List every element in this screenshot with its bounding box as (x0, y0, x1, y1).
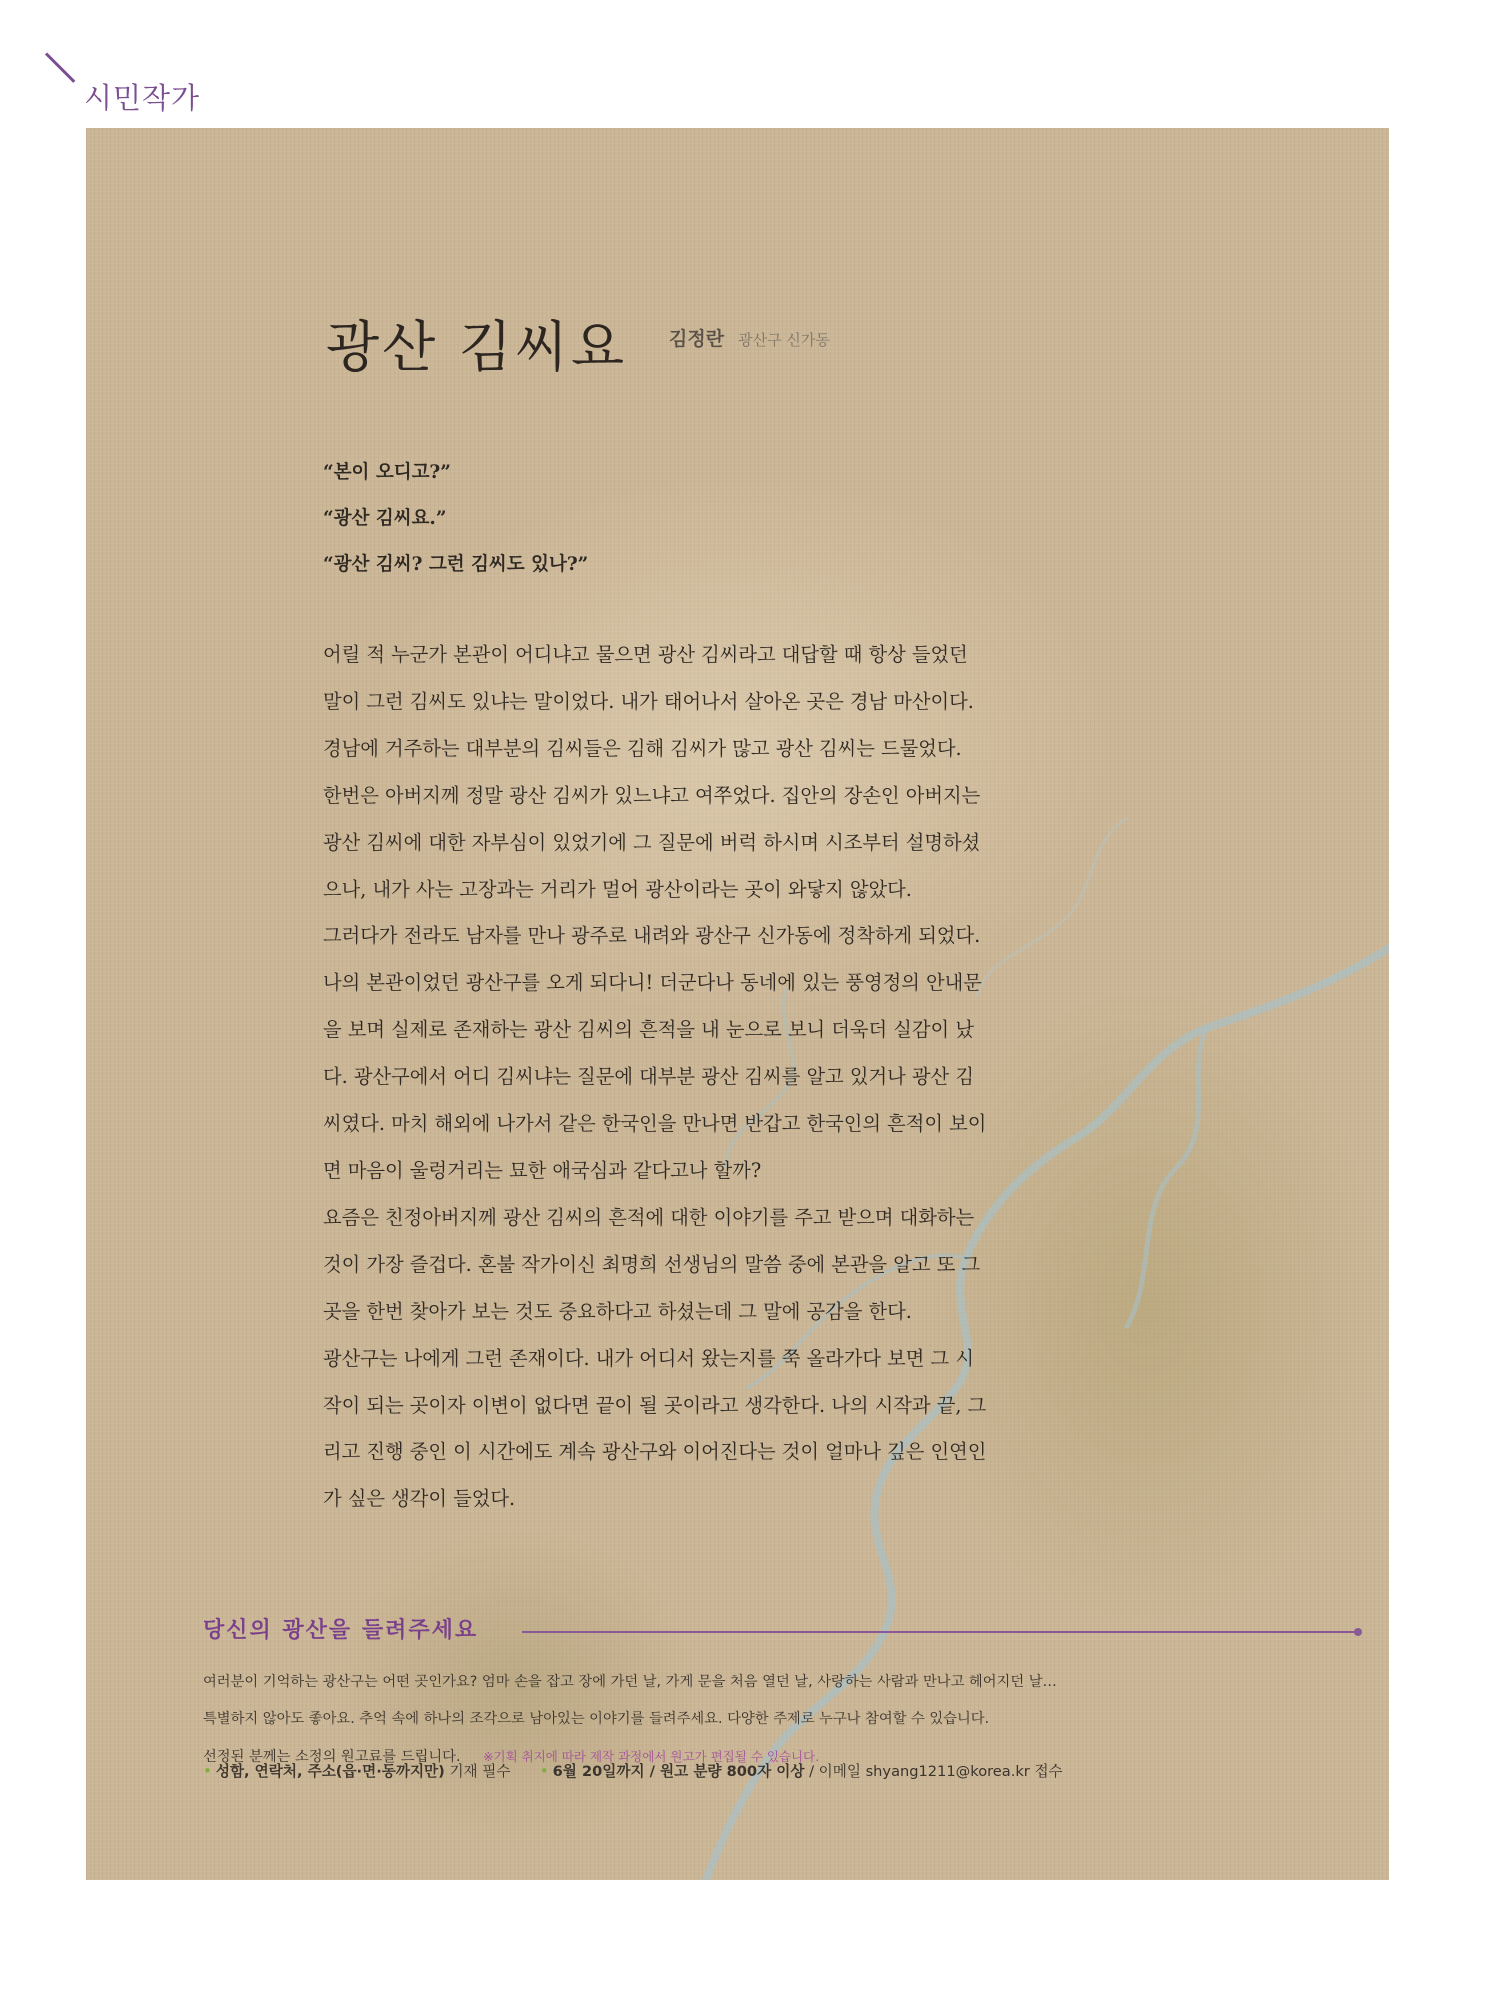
body-line: 다. 광산구에서 어디 김씨냐는 질문에 대부분 광산 김씨를 알고 있거나 광산 김 (323, 1065, 974, 1089)
cta-heading: 당신의 광산을 들려주세요 (203, 1618, 479, 1643)
email-info: / 이메일 shyang1211@korea.kr 접수 (804, 1763, 1063, 1780)
body-line: 면 마음이 울렁거리는 묘한 애국심과 같다고나 할까? (323, 1158, 762, 1182)
dialogue-line: “광산 김씨? 그런 김씨도 있나?” (323, 554, 589, 575)
section-label: 시민작가 (84, 81, 201, 115)
submission-requirements (203, 1760, 1063, 1781)
body-line: 으나, 내가 사는 고장과는 거리가 멀어 광산이라는 곳이 와닿지 않았다. (323, 877, 912, 901)
body-line: 작이 되는 곳이자 이변이 없다면 끝이 될 곳이라고 생각한다. 나의 시작과 끝, 그 (323, 1393, 987, 1417)
body-line: 경남에 거주하는 대부분의 김씨들은 김해 김씨가 많고 광산 김씨는 드물었다. (323, 736, 962, 760)
author-name: 김정란 (669, 328, 725, 350)
bullet-icon: • (203, 1762, 212, 1780)
dialogue-line: “본이 오디고?” (323, 462, 451, 483)
cta-line: 특별하지 않아도 좋아요. 추억 속에 하나의 조각으로 남아있는 이야기를 들려주세요. 다양한 주제로 누구나 참여할 수 있습니다. (203, 1711, 990, 1727)
body-line: 말이 그런 김씨도 있냐는 말이었다. 내가 태어나서 살아온 곳은 경남 마산이다. (323, 689, 974, 713)
author-place: 광산구 신가동 (738, 331, 830, 349)
body-line: 요즘은 친정아버지께 광산 김씨의 흔적에 대한 이야기를 주고 받으며 대화하는 (323, 1205, 975, 1229)
article-title: 광산 김씨요 (326, 315, 628, 379)
required-info: 성함, 연락처, 주소(읍·면·동까지만) (215, 1763, 445, 1780)
body-line: 한번은 아버지께 정말 광산 김씨가 있느냐고 여쭈었다. 집안의 장손인 아버지는 (323, 783, 981, 807)
cta-edit-note: ※기획 취지에 따라 제작 과정에서 원고가 편집될 수 있습니다. (483, 1749, 820, 1764)
body-line: 것이 가장 즐겁다. 혼불 작가이신 최명희 선생님의 말씀 중에 본관을 알고 또 그 (323, 1252, 981, 1276)
body-line: 씨였다. 마치 해외에 나가서 같은 한국인을 만나면 반갑고 한국인의 흔적이 보이 (323, 1112, 987, 1136)
article-panel (86, 128, 1389, 1880)
section-slash-mark (45, 52, 75, 82)
cta-reward-text: 선정된 분께는 소정의 원고료를 드립니다. (203, 1749, 461, 1765)
body-line: 나의 본관이었던 광산구를 오게 되다니! 더군다나 동네에 있는 풍영정의 안내문 (323, 971, 982, 995)
body-line: 가 싶은 생각이 들었다. (323, 1487, 516, 1511)
cta-divider (522, 1631, 1358, 1633)
bullet-icon: • (539, 1762, 549, 1780)
body-line: 그러다가 전라도 남자를 만나 광주로 내려와 광산구 신가동에 정착하게 되었다. (323, 924, 981, 948)
body-line: 리고 진행 중인 이 시간에도 계속 광산구와 이어진다는 것이 얼마나 깊은 인연인 (323, 1440, 987, 1464)
opening-dialogue (323, 450, 1123, 588)
required-info-suffix: 기재 필수 (444, 1763, 511, 1780)
body-line: 광산구는 나에게 그런 존재이다. 내가 어디서 왔는지를 쭉 올라가다 보면 그 시 (323, 1346, 974, 1370)
article-body (323, 632, 1153, 1523)
cta-line: 여러분이 기억하는 광산구는 어떤 곳인가요? 엄마 손을 잡고 장에 가던 날, 가게 문을 처음 열던 날, 사랑하는 사람과 만나고 헤어지던 날… (203, 1674, 1057, 1690)
author-byline (669, 324, 830, 351)
dialogue-line: “광산 김씨요.” (323, 508, 447, 529)
body-line: 광산 김씨에 대한 자부심이 있었기에 그 질문에 버럭 하시며 시조부터 설명하셨 (323, 830, 981, 854)
body-line: 곳을 한번 찾아가 보는 것도 중요하다고 하셨는데 그 말에 공감을 한다. (323, 1299, 912, 1323)
deadline-info: 6월 20일까지 / 원고 분량 800자 이상 (552, 1763, 805, 1780)
body-line: 어릴 적 누군가 본관이 어디냐고 물으면 광산 김씨라고 대답할 때 항상 들었던 (323, 643, 968, 666)
body-line: 을 보며 실제로 존재하는 광산 김씨의 흔적을 내 눈으로 보니 더욱더 실감이 났 (323, 1018, 974, 1042)
